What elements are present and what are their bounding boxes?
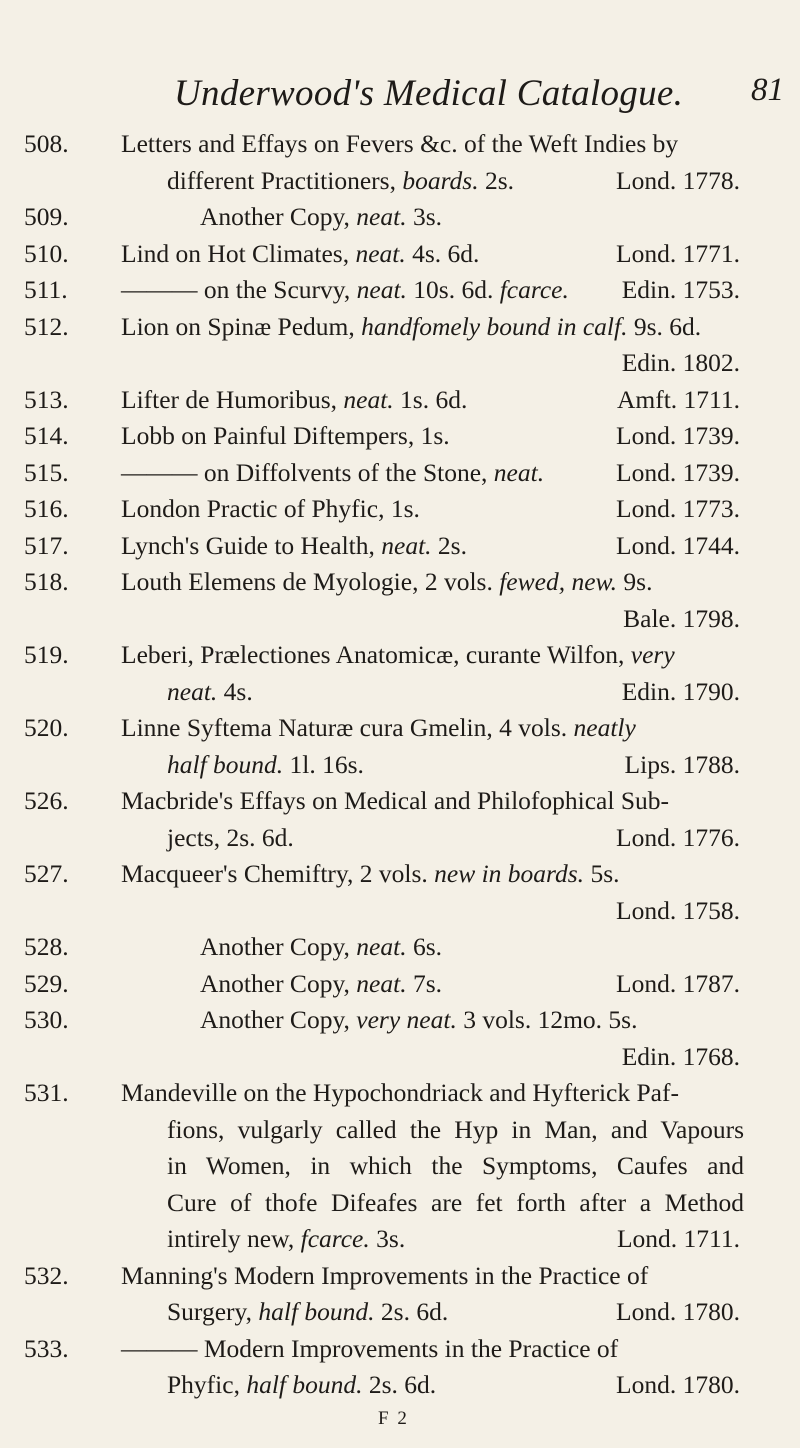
entry-number: 519.	[24, 640, 69, 669]
entry-title: ——— Modern Improvements in the Practice of	[121, 1333, 619, 1363]
entry-title: Another Copy,	[200, 968, 357, 998]
entry-condition: neatly	[573, 713, 636, 742]
entry-condition: handfomely bound in calf.	[361, 311, 628, 341]
entry-condition: very	[630, 640, 675, 669]
entry-line	[0, 674, 800, 711]
publication-place-year: Lond. 1758.	[616, 895, 740, 925]
entry-continuation	[167, 747, 364, 784]
entry-line	[0, 126, 800, 163]
publication-place-year: Lips. 1788.	[624, 749, 740, 779]
entry-title: ——— on Diffolvents of the Stone,	[121, 457, 494, 487]
entry-price: 9s. 6d.	[627, 311, 702, 341]
entry-title: Another Copy,	[200, 1005, 357, 1034]
entry-continuation	[167, 1221, 405, 1258]
entry-text	[121, 455, 544, 492]
entry-condition: neat.	[356, 275, 407, 304]
entry-text	[121, 710, 636, 747]
entry-title: London Practic of Phyfic, 1s.	[121, 494, 420, 523]
entry-text	[121, 236, 479, 273]
entry-text	[200, 929, 442, 966]
entry-condition: half bound.	[246, 1370, 363, 1399]
entry-condition: new in boards.	[434, 859, 585, 888]
entry-title: Another Copy,	[200, 202, 357, 231]
entry-line	[0, 893, 800, 930]
entry-condition: half bound.	[258, 1297, 375, 1326]
entry-line	[0, 1075, 800, 1112]
entry-price: 3 vols. 12mo. 5s.	[456, 1005, 638, 1034]
entry-price: 4s. 6d.	[405, 238, 480, 268]
entry-title: Macbride's Effays on Medical and Philofophical Sub-	[121, 786, 670, 815]
running-title: Underwood's Medical Catalogue.	[174, 73, 684, 114]
publication-place-year: Lond. 1739.	[616, 421, 740, 450]
entry-number: 530.	[24, 1005, 69, 1034]
entry-text	[121, 126, 678, 163]
entry-continuation	[167, 1294, 448, 1331]
entry-number: 517.	[24, 530, 69, 560]
entry-price: 4s.	[217, 676, 253, 706]
entry-line	[0, 272, 800, 309]
publication-place-year: Lond. 1776.	[616, 822, 740, 852]
entry-line	[0, 1002, 800, 1039]
entry-number: 531.	[24, 1078, 69, 1107]
entry-line	[0, 856, 800, 893]
entry-number: 527.	[24, 859, 69, 888]
entry-title: Lobb on Painful Diftempers, 1s.	[121, 421, 450, 450]
entry-price: 1l. 16s.	[283, 749, 364, 779]
entry-number: 518.	[24, 567, 69, 596]
entry-title: Another Copy,	[200, 932, 357, 961]
publication-place-year: Lond. 1771.	[616, 238, 740, 268]
entry-text	[121, 491, 420, 528]
entry-line	[0, 1258, 800, 1295]
entry-number: 509.	[24, 202, 69, 231]
entry-title: Lion on Spinæ Pedum,	[121, 311, 362, 341]
entry-price: 2s. 6d.	[374, 1297, 449, 1326]
continuation-text: fions, vulgarly called the Hyp in Man, and Vapours	[167, 1114, 744, 1144]
entry-continuation	[167, 820, 294, 857]
entry-text	[200, 966, 442, 1003]
publication-place-year: Lond. 1780.	[616, 1297, 740, 1326]
publication-place-year: Edin. 1768.	[621, 1041, 740, 1071]
entry-line	[0, 1185, 800, 1222]
entry-title: Letters and Effays on Fevers &c. of the Weft Indies by	[121, 129, 679, 158]
entry-title: Lifter de Humoribus,	[121, 384, 344, 414]
entry-price: 2s.	[431, 530, 467, 560]
entry-text	[121, 1258, 648, 1295]
entry-condition: neat.	[356, 202, 407, 231]
continuation-text: Phyfic,	[167, 1370, 247, 1399]
entry-price: 3s.	[369, 1224, 406, 1253]
publication-place-year: Edin. 1753.	[621, 275, 740, 304]
entry-price: 6s.	[406, 932, 443, 961]
entry-price: 3s.	[406, 202, 443, 231]
entry-line	[0, 1039, 800, 1076]
entry-condition: neat.	[355, 238, 406, 268]
publication-place-year: Lond. 1739.	[616, 457, 740, 487]
entry-text	[121, 309, 701, 346]
entry-number: 532.	[24, 1260, 69, 1290]
entry-condition: neat.	[356, 932, 407, 961]
entry-condition: neat.	[493, 457, 545, 487]
entry-number: 520.	[24, 713, 69, 742]
entry-price: 5s.	[584, 859, 620, 888]
entry-price: 2s. 6d.	[362, 1370, 437, 1399]
publication-place-year: Edin. 1802.	[621, 348, 740, 377]
entry-line	[0, 1294, 800, 1331]
entry-price: 10s. 6d.	[406, 275, 500, 304]
entry-title: Louth Elemens de Myologie, 2 vols.	[121, 567, 500, 596]
entry-line	[0, 637, 800, 674]
entry-text	[121, 418, 450, 455]
entry-number: 529.	[24, 968, 69, 998]
signature-mark: F 2	[378, 1408, 409, 1429]
entry-number: 510.	[24, 238, 69, 268]
continuation-text: jects, 2s. 6d.	[167, 822, 294, 852]
entry-continuation	[167, 1367, 436, 1404]
entry-number: 533.	[24, 1333, 69, 1363]
publication-place-year: Lond. 1778.	[616, 165, 740, 195]
entry-line	[0, 747, 800, 784]
entry-condition: neat.	[381, 530, 432, 560]
entry-number: 514.	[24, 421, 69, 450]
continuation-text: Cure of thofe Difeafes are fet forth after a Method	[167, 1187, 744, 1217]
publication-place-year: Lond. 1780.	[616, 1370, 740, 1399]
entry-title: Linne Syftema Naturæ cura Gmelin, 4 vols.	[121, 713, 574, 742]
entry-price: 7s.	[406, 968, 443, 998]
entry-number: 516.	[24, 494, 69, 523]
entry-line	[0, 783, 800, 820]
entry-list	[0, 126, 800, 1404]
entry-title: Manning's Modern Improvements in the Practice of	[121, 1260, 649, 1290]
entry-price: 9s.	[617, 567, 653, 596]
entry-number: 512.	[24, 311, 69, 341]
entry-line	[0, 564, 800, 601]
entry-number: 513.	[24, 384, 69, 414]
entry-line	[0, 929, 800, 966]
entry-title: Macqueer's Chemiftry, 2 vols.	[121, 859, 435, 888]
entry-title: Lynch's Guide to Health,	[121, 530, 382, 560]
running-header	[0, 72, 800, 122]
entry-line	[0, 601, 800, 638]
entry-condition: neat.	[356, 968, 407, 998]
entry-condition: neat.	[343, 384, 394, 414]
entry-line	[0, 966, 800, 1003]
entry-line	[0, 1331, 800, 1368]
entry-line	[0, 1112, 800, 1149]
publication-place-year: Lond. 1711.	[616, 1224, 740, 1253]
entry-text	[121, 528, 467, 565]
publication-place-year: Lond. 1787.	[616, 968, 740, 998]
entry-line	[0, 1367, 800, 1404]
entry-condition: fewed, new.	[499, 567, 618, 596]
entry-text	[121, 382, 467, 419]
entry-text	[121, 1075, 679, 1112]
entry-text	[121, 564, 652, 601]
entry-condition: half bound.	[167, 749, 284, 779]
entry-number: 511.	[24, 275, 68, 304]
entry-condition: boards.	[402, 165, 479, 195]
publication-place-year: Lond. 1744.	[616, 530, 740, 560]
entry-line	[0, 382, 800, 419]
entry-condition: very neat.	[356, 1005, 457, 1034]
entry-number: 515.	[24, 457, 69, 487]
entry-line	[0, 455, 800, 492]
entry-continuation	[167, 674, 253, 711]
continuation-text: intirely new,	[167, 1224, 301, 1253]
entry-text	[121, 637, 675, 674]
entry-continuation	[167, 163, 514, 200]
continuation-text: different Practitioners,	[167, 165, 403, 195]
entry-text	[200, 199, 442, 236]
publication-place-year: Edin. 1790.	[621, 676, 740, 706]
entry-line	[0, 528, 800, 565]
publication-place-year: Amft. 1711.	[616, 384, 740, 414]
entry-condition: fcarce.	[300, 1224, 370, 1253]
entry-number: 526.	[24, 786, 69, 815]
entry-line	[0, 820, 800, 857]
entry-line	[0, 418, 800, 455]
entry-line	[0, 491, 800, 528]
entry-line	[0, 345, 800, 382]
entry-text	[121, 1331, 618, 1368]
entry-price: 1s. 6d.	[393, 384, 468, 414]
continuation-text: Surgery,	[167, 1297, 259, 1326]
publication-place-year: Bale. 1798.	[623, 603, 740, 633]
entry-line	[0, 309, 800, 346]
entry-text	[200, 1002, 637, 1039]
entry-line	[0, 1148, 800, 1185]
page-number: 81	[751, 72, 784, 108]
entry-line	[0, 199, 800, 236]
publication-place-year: Lond. 1773.	[616, 494, 740, 523]
entry-line	[0, 710, 800, 747]
entry-title: Lind on Hot Climates,	[121, 238, 356, 268]
entry-line	[0, 236, 800, 273]
entry-note: fcarce.	[499, 275, 569, 304]
entry-condition: neat.	[167, 676, 218, 706]
entry-line	[0, 1221, 800, 1258]
entry-text	[121, 272, 569, 309]
entry-price: 2s.	[478, 165, 515, 195]
entry-text	[121, 856, 620, 893]
entry-text	[121, 783, 669, 820]
entry-number: 528.	[24, 932, 69, 961]
entry-number: 508.	[24, 129, 69, 158]
entry-title: Leberi, Prælectiones Anatomicæ, curante Wilfon,	[121, 640, 631, 669]
entry-line	[0, 163, 800, 200]
entry-title: ——— on the Scurvy,	[121, 275, 357, 304]
continuation-text: in Women, in which the Symptoms, Caufes and	[167, 1151, 744, 1180]
entry-title: Mandeville on the Hypochondriack and Hyfterick Paf-	[121, 1078, 679, 1107]
